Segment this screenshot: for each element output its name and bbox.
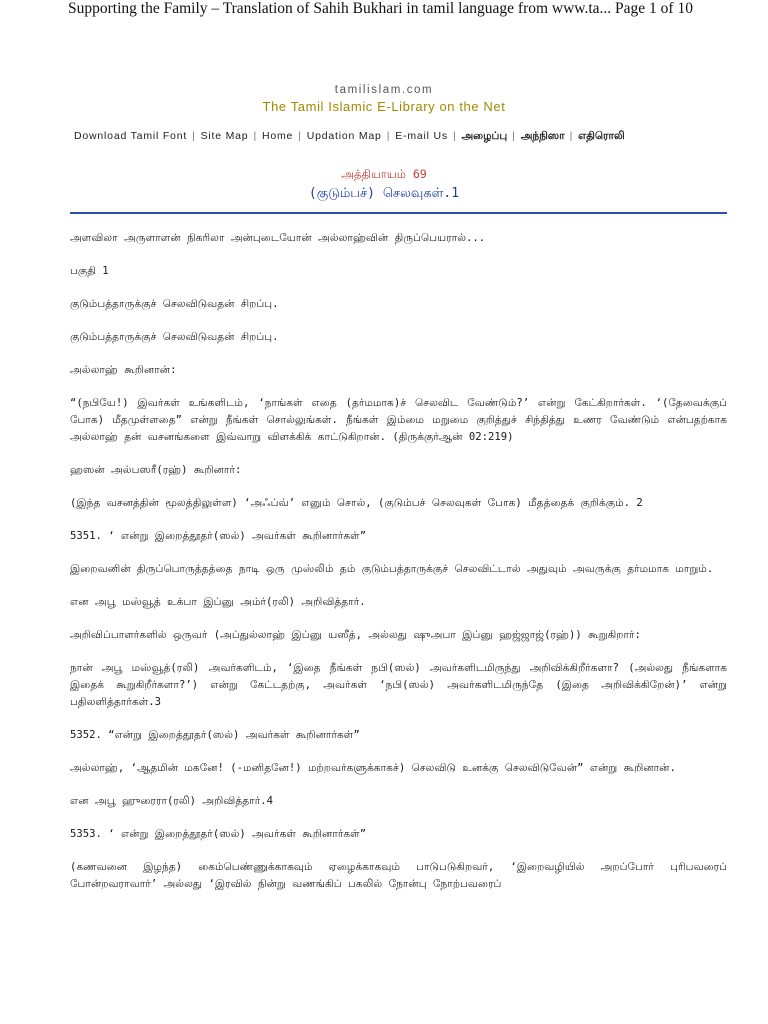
top-nav (74, 130, 734, 143)
paragraph: நான் அபூ மஸ்வூத்(ரலி) அவர்களிடம், ‘இதை நீங்கள் நபி(ஸல்) அவர்களிடமிருந்து அறிவிக்கிறீர்களா? (அல்லது நீங்களாக இதைக் கூறுகிறீர்களா?’) என்று கேட்டதற்கு, அவர்கள் ‘நபி(ஸல்) அவர்களிடமிருந்தே (இதை அறிவிக்கிறேன்)’ என்று பதிலளித்தார்கள்.3 (70, 662, 727, 708)
nav-email-us[interactable]: E-mail Us (395, 130, 448, 142)
site-header (0, 84, 768, 114)
nav-annisa[interactable]: அந்நிஸா (520, 130, 565, 142)
narrator-line: என அபூ ஹுரைரா(ரலி) அறிவித்தார்.4 (70, 795, 273, 807)
nav-ethiroli[interactable]: எதிரொலி (578, 130, 625, 142)
paragraph: ஹஸன் அல்பஸரீ(ரஹ்) கூறினார்: (70, 464, 242, 476)
hadith-heading-5351: 5351. ‘ என்று இறைத்தூதர்(ஸல்) அவர்கள் கூறினார்கள்” (70, 530, 367, 542)
nav-separator: | (192, 130, 196, 142)
site-domain: tamilislam.com (334, 84, 434, 96)
chapter-heading (0, 167, 768, 202)
site-tagline: The Tamil Islamic E-Library on the Net (262, 99, 506, 114)
chapter-number: அத்தியாயம் 69 (341, 167, 427, 181)
section-title: குடும்பத்தாருக்குச் செலவிடுவதன் சிறப்பு. (70, 298, 279, 310)
nav-site-map[interactable]: Site Map (200, 130, 249, 142)
bismillah: அளவிலா அருளாளன் நிகரிலா அன்புடையோன் அல்லாஹ்வின் திருப்பெயரால்... (70, 232, 486, 244)
paragraph: அல்லாஹ் கூறினான்: (70, 364, 177, 376)
nav-separator: | (512, 130, 516, 142)
paragraph: (கணவனை இழந்த) கைம்பெண்ணுக்காகவும் ஏழைக்காகவும் பாடுபடுகிறவர், ‘இறைவழியில் அறப்போர் புரிபவரைப் போன்றவராவார்’ அல்லது ‘இரவில் நின்று வணங்கிப் பகலில் நோன்பு நோற்பவரைப் (70, 861, 727, 890)
nav-separator: | (386, 130, 391, 142)
nav-separator: | (452, 130, 457, 142)
section-label: பகுதி 1 (70, 265, 109, 277)
nav-updation-map[interactable]: Updation Map (306, 130, 382, 142)
nav-separator: | (253, 130, 257, 142)
nav-separator: | (298, 130, 302, 142)
nav-download-tamil-font[interactable]: Download Tamil Font (74, 130, 188, 142)
hadith-heading-5352: 5352. “என்று இறைத்தூதர்(ஸல்) அவர்கள் கூறினார்கள்” (70, 729, 360, 741)
paragraph: இறைவனின் திருப்பொருத்தத்தை நாடி ஒரு முஸ்லிம் தம் குடும்பத்தாருக்குச் செலவிட்டால் அதுவும் அவருக்கு தர்மமாக மாறும். (70, 563, 714, 575)
paragraph: (இந்த வசனத்தின் மூலத்திலுள்ள) ‘அஃப்வ்’ எனும் சொல், (குடும்பச் செலவுகள் போக) மீதத்தைக் குறிக்கும். 2 (70, 497, 643, 509)
narrator-line: என அபூ மஸ்வூத் உக்பா இப்னு அம்ர்(ரலி) அறிவித்தார். (70, 596, 366, 608)
divider (70, 212, 727, 214)
nav-home[interactable]: Home (261, 130, 294, 142)
chapter-title: (குடும்பச்) செலவுகள்.1 (308, 186, 460, 201)
nav-invitation[interactable]: அழைப்பு (461, 130, 508, 142)
section-title-repeat: குடும்பத்தாருக்குச் செலவிடுவதன் சிறப்பு. (70, 331, 279, 343)
paragraph: அறிவிப்பாளர்களில் ஒருவர் (அப்துல்லாஹ் இப்னு யஸீத், அல்லது ஷுஅபா இப்னு ஹஜ்ஜாஜ்(ரஹ்)) கூறுகிறார்: (70, 629, 641, 641)
nav-separator: | (569, 130, 574, 142)
article-body (70, 230, 727, 909)
quran-quote: “(நபியே!) இவர்கள் உங்களிடம், ‘நாங்கள் எதை (தர்மமாக)ச் செலவிட வேண்டும்?’ என்று கேட்கிறார்கள். ‘(தேவைக்குப் போக) மீதமுள்ளதை” என்று நீங்கள் சொல்லுங்கள். நீங்கள் இம்மை மறுமை குறித்துச் சிந்தித்து உணர வேண்டும் என்பதற்காக அல்லாஹ் தன் வசனங்களை இவ்வாறு விளக்கிக் காட்டுகிறான். (திருக்குர்ஆன் 02:219) (70, 397, 727, 443)
paragraph: அல்லாஹ், ‘ஆதமின் மகனே! (-மனிதனே!) மற்றவர்களுக்காகச்) செலவிடு உனக்கு செலவிடுவேன்” என்று கூறினான். (70, 762, 676, 774)
print-header: Supporting the Family – Translation of Sahih Bukhari in tamil language from www.ta... Page 1 of 10 (68, 0, 693, 17)
hadith-heading-5353: 5353. ‘ என்று இறைத்தூதர்(ஸல்) அவர்கள் கூறினார்கள்” (70, 828, 367, 840)
